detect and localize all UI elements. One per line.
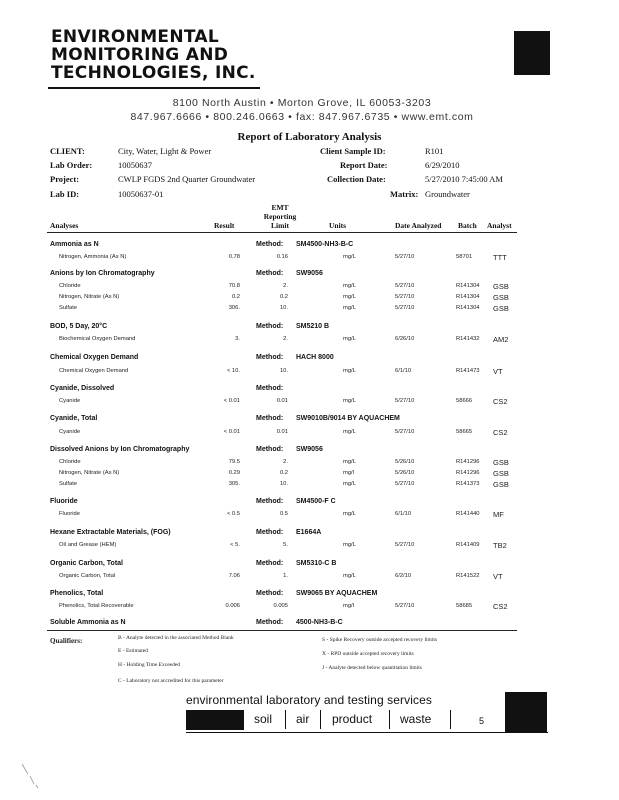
method-label: Method: — [256, 415, 284, 422]
analyte-date: 5/27/10 — [395, 603, 415, 609]
analyte-result: 306. — [228, 305, 240, 311]
analyte-name: Nitrogen, Ammonia (As N) — [59, 254, 127, 260]
method-value: SM4500-F C — [296, 498, 336, 505]
analyte-name: Chloride — [59, 283, 81, 289]
method-label: Method: — [256, 385, 284, 392]
analyte-result: 0.29 — [228, 470, 240, 476]
analyte-analyst: TTT — [493, 253, 507, 262]
section-title: Ammonia as N — [50, 241, 99, 248]
analyte-limit: 0.2 — [279, 294, 288, 300]
method-label: Method: — [256, 560, 284, 567]
method-label: Method: — [256, 323, 284, 330]
analyte-batch: R141409 — [456, 542, 480, 548]
analyte-limit: 0.5 — [279, 511, 288, 517]
analyte-result: 0.2 — [231, 294, 240, 300]
analyte-units: mg/L — [343, 254, 356, 260]
analyte-batch: 58665 — [456, 429, 473, 435]
analyte-name: Chloride — [59, 459, 81, 465]
analyte-analyst: CS2 — [493, 397, 508, 406]
analyte-units: mg/l — [343, 603, 354, 609]
footer-black-block — [186, 710, 244, 730]
footer-tab-air: air — [296, 712, 310, 726]
method-label: Method: — [256, 590, 284, 597]
analyte-name: Nitrogen, Nitrate (As N) — [59, 470, 120, 476]
section-title: Fluoride — [50, 498, 78, 505]
method-value: SM5210 B — [296, 323, 330, 330]
section-title: Dissolved Anions by Ion Chromatography — [50, 446, 190, 453]
analyte-result: < 5. — [230, 542, 240, 548]
method-label: Method: — [256, 446, 284, 453]
analyte-date: 6/1/10 — [395, 368, 412, 374]
analyte-result: < 0.01 — [223, 429, 240, 435]
col-result: Result — [214, 221, 235, 230]
collection-date-value: 5/27/2010 7:45:00 AM — [425, 174, 503, 184]
analyte-analyst: VT — [493, 572, 503, 581]
analyte-result: 7.06 — [228, 573, 240, 579]
analyte-batch: 58701 — [456, 254, 473, 260]
analyte-date: 5/26/10 — [395, 459, 415, 465]
analyte-units: mg/L — [343, 573, 356, 579]
analyte-batch: R141296 — [456, 459, 480, 465]
analyte-batch: R141296 — [456, 470, 480, 476]
section-title: Hexane Extractable Materials, (FOG) — [50, 529, 171, 536]
analyte-units: mg/L — [343, 481, 356, 487]
analyte-result: 0.006 — [225, 603, 240, 609]
analyte-limit: 0.2 — [279, 470, 288, 476]
analyte-analyst: TB2 — [493, 541, 507, 550]
method-value: SW9056 — [296, 270, 323, 277]
analyte-result: 70.8 — [228, 283, 240, 289]
company-name-line-1: ENVIRONMENTAL — [51, 27, 220, 47]
analyte-analyst: CS2 — [493, 428, 508, 437]
analyte-analyst: GSB — [493, 458, 509, 467]
analyte-batch: R141373 — [456, 481, 480, 487]
logo-underline — [48, 87, 260, 89]
analyte-result: 3. — [235, 336, 240, 342]
analyte-result: 0.78 — [228, 254, 240, 260]
analyte-name: Sulfate — [59, 305, 78, 311]
analyte-limit: 10. — [279, 481, 288, 487]
analyte-batch: R141432 — [456, 336, 480, 342]
method-value: SW9065 BY AQUACHEM — [296, 590, 378, 597]
analyte-limit: 10. — [279, 305, 288, 311]
analyte-batch: R141304 — [456, 305, 480, 311]
analyte-batch: R141304 — [456, 283, 480, 289]
collection-date-label: Collection Date: — [327, 174, 386, 184]
analyte-units: mg/L — [343, 336, 356, 342]
method-label: Method: — [256, 498, 284, 505]
analyte-name: Nitrogen, Nitrate (As N) — [59, 294, 120, 300]
footer-tab-divider — [285, 710, 286, 729]
method-label: Method: — [256, 619, 284, 626]
footer-tab-product: product — [332, 712, 373, 726]
col-date-analyzed: Date Analyzed — [395, 221, 442, 230]
client-label: CLIENT: — [50, 146, 85, 156]
matrix-value: Groundwater — [425, 189, 470, 199]
analyte-units: mg/L — [343, 368, 356, 374]
method-label: Method: — [256, 354, 284, 361]
page-number: 5 — [479, 716, 485, 726]
analyte-name: Fluoride — [59, 511, 80, 517]
analyte-date: 5/27/10 — [395, 542, 415, 548]
analyte-result: < 10. — [226, 368, 240, 374]
report-title: Report of Laboratory Analysis — [237, 131, 382, 143]
section-title: Anions by Ion Chromatography — [50, 270, 155, 277]
analyte-analyst: GSB — [493, 469, 509, 478]
report-date-label: Report Date: — [340, 160, 388, 170]
qualifier-item: B - Analyte detected in the associated Method Blank — [118, 635, 234, 641]
lab-order-value: 10050637 — [118, 160, 152, 170]
sample-id-value: R101 — [425, 146, 444, 156]
footer-tab-divider — [320, 710, 321, 729]
analyte-limit: 1. — [283, 573, 288, 579]
col-analyst: Analyst — [487, 221, 512, 230]
corner-marker — [514, 31, 550, 75]
analyte-result: < 0.01 — [223, 398, 240, 404]
section-title: BOD, 5 Day, 20°C — [50, 323, 108, 330]
analyte-limit: 2. — [283, 283, 288, 289]
analyte-date: 5/27/10 — [395, 398, 415, 404]
analyte-result: 79.5 — [228, 459, 240, 465]
lab-order-label: Lab Order: — [50, 160, 93, 170]
lab-id-value: 10050637-01 — [118, 189, 164, 199]
footer-tab-soil: soil — [254, 712, 273, 726]
analyte-units: mg/L — [343, 283, 356, 289]
qualifier-item: J - Analyte detected below quantitation limits — [322, 665, 422, 671]
method-label: Method: — [256, 270, 284, 277]
project-label: Project: — [50, 174, 80, 184]
analyte-units: mg/L — [343, 459, 356, 465]
analyte-limit: 2. — [283, 459, 288, 465]
qualifier-item: H - Holding Time Exceeded — [118, 662, 181, 668]
analyte-batch: 58685 — [456, 603, 473, 609]
qualifier-item: C - Laboratory not accredited for this parameter — [118, 678, 224, 684]
analyte-units: mg/L — [343, 429, 356, 435]
analyte-analyst: CS2 — [493, 602, 508, 611]
footer-tagline: environmental laboratory and testing services — [186, 693, 432, 707]
analyte-limit: 0.01 — [276, 398, 288, 404]
report-date-value: 6/29/2010 — [425, 160, 460, 170]
analyte-date: 5/27/10 — [395, 283, 415, 289]
client-value: City, Water, Light & Power — [118, 146, 212, 156]
analyte-analyst: VT — [493, 367, 503, 376]
scan-artifact — [20, 762, 44, 790]
analyte-analyst: GSB — [493, 293, 509, 302]
footer-corner-marker — [505, 692, 547, 732]
analyte-limit: 2. — [283, 336, 288, 342]
analyte-batch: 58666 — [456, 398, 473, 404]
analyte-batch: R141304 — [456, 294, 480, 300]
method-label: Method: — [256, 241, 284, 248]
analyte-result: < 0.5 — [226, 511, 240, 517]
section-title: Cyanide, Total — [50, 415, 98, 422]
company-address: 8100 North Austin • Morton Grove, IL 60053-3203 — [172, 97, 432, 109]
col-batch: Batch — [458, 221, 477, 230]
analyte-date: 6/2/10 — [395, 573, 412, 579]
method-value: 4500-NH3-B-C — [296, 619, 343, 626]
analyte-name: Sulfate — [59, 481, 78, 487]
analyte-name: Organic Carbon, Total — [59, 573, 116, 579]
footer-tab-divider — [450, 710, 451, 729]
footer-tab-divider — [389, 710, 390, 729]
col-analyses: Analyses — [50, 221, 79, 230]
header-rule — [47, 232, 517, 233]
qualifier-item: S - Spike Recovery outside accepted recovery limits — [322, 637, 438, 643]
analyte-name: Cyanide — [59, 429, 81, 435]
analyte-analyst: MF — [493, 510, 504, 519]
qualifier-item: X - RPD outside accepted recovery limits — [322, 651, 414, 657]
company-name-line-3: TECHNOLOGIES, INC. — [51, 63, 256, 83]
analyte-analyst: GSB — [493, 480, 509, 489]
method-value: HACH 8000 — [296, 354, 334, 361]
qualifiers-label: Qualifiers: — [50, 637, 83, 645]
company-contact: 847.967.6666 • 800.246.0663 • fax: 847.967.6735 • www.emt.com — [130, 111, 474, 123]
lab-id-label: Lab ID: — [50, 189, 80, 199]
analyte-analyst: GSB — [493, 282, 509, 291]
analyte-date: 5/26/10 — [395, 470, 415, 476]
section-title: Organic Carbon, Total — [50, 560, 123, 567]
section-title: Chemical Oxygen Demand — [50, 354, 139, 361]
analyte-date: 5/27/10 — [395, 294, 415, 300]
analyte-date: 5/27/10 — [395, 254, 415, 260]
analyte-units: mg/L — [343, 542, 356, 548]
analyte-date: 5/27/10 — [395, 429, 415, 435]
analyte-units: mg/L — [343, 305, 356, 311]
company-name-line-2: MONITORING AND — [51, 45, 229, 65]
analyte-limit: 0.005 — [273, 603, 288, 609]
method-label: Method: — [256, 529, 284, 536]
analyte-batch: R141522 — [456, 573, 480, 579]
project-value: CWLP FGDS 2nd Quarter Groundwater — [118, 174, 256, 184]
analyte-name: Chemical Oxygen Demand — [59, 368, 129, 374]
analyte-date: 6/26/10 — [395, 336, 415, 342]
analyte-units: mg/l — [343, 470, 354, 476]
analyte-name: Cyanide — [59, 398, 81, 404]
analyte-analyst: GSB — [493, 304, 509, 313]
method-value: SW9010B/9014 BY AQUACHEM — [296, 415, 400, 422]
method-value: SW9056 — [296, 446, 323, 453]
analyte-limit: 0.16 — [276, 254, 288, 260]
method-value: SM4500-NH3-B-C — [296, 241, 354, 248]
analyte-date: 5/27/10 — [395, 305, 415, 311]
footer-rule — [186, 732, 548, 733]
sample-id-label: Client Sample ID: — [320, 146, 386, 156]
section-title: Soluble Ammonia as N — [50, 619, 126, 626]
analyte-name: Biochemical Oxygen Demand — [59, 336, 136, 342]
analyte-units: mg/L — [343, 511, 356, 517]
method-value: SM5310-C B — [296, 560, 337, 567]
analyte-batch: R141473 — [456, 368, 480, 374]
analyte-units: mg/L — [343, 398, 356, 404]
section-title: Cyanide, Dissolved — [50, 385, 115, 392]
analyte-result: 305. — [228, 481, 240, 487]
analyte-date: 5/27/10 — [395, 481, 415, 487]
analyte-limit: 10. — [279, 368, 288, 374]
analyte-analyst: AM2 — [493, 335, 509, 344]
col-units: Units — [329, 221, 347, 230]
qualifier-item: E - Estimated — [118, 648, 148, 654]
analyte-name: Phenolics, Total Recoverable — [59, 603, 134, 609]
section-title: Phenolics, Total — [50, 590, 104, 597]
analyte-date: 6/1/10 — [395, 511, 412, 517]
col-reporting-limit: EMT Reporting Limit — [263, 203, 297, 230]
table-bottom-rule — [47, 630, 517, 631]
method-value: E1664A — [296, 529, 322, 536]
analyte-name: Oil and Grease (HEM) — [59, 542, 117, 548]
analyte-limit: 5. — [283, 542, 288, 548]
analyte-limit: 0.01 — [276, 429, 288, 435]
footer-tab-waste: waste — [400, 712, 432, 726]
analyte-batch: R141440 — [456, 511, 480, 517]
matrix-label: Matrix: — [390, 189, 419, 199]
analyte-units: mg/L — [343, 294, 356, 300]
